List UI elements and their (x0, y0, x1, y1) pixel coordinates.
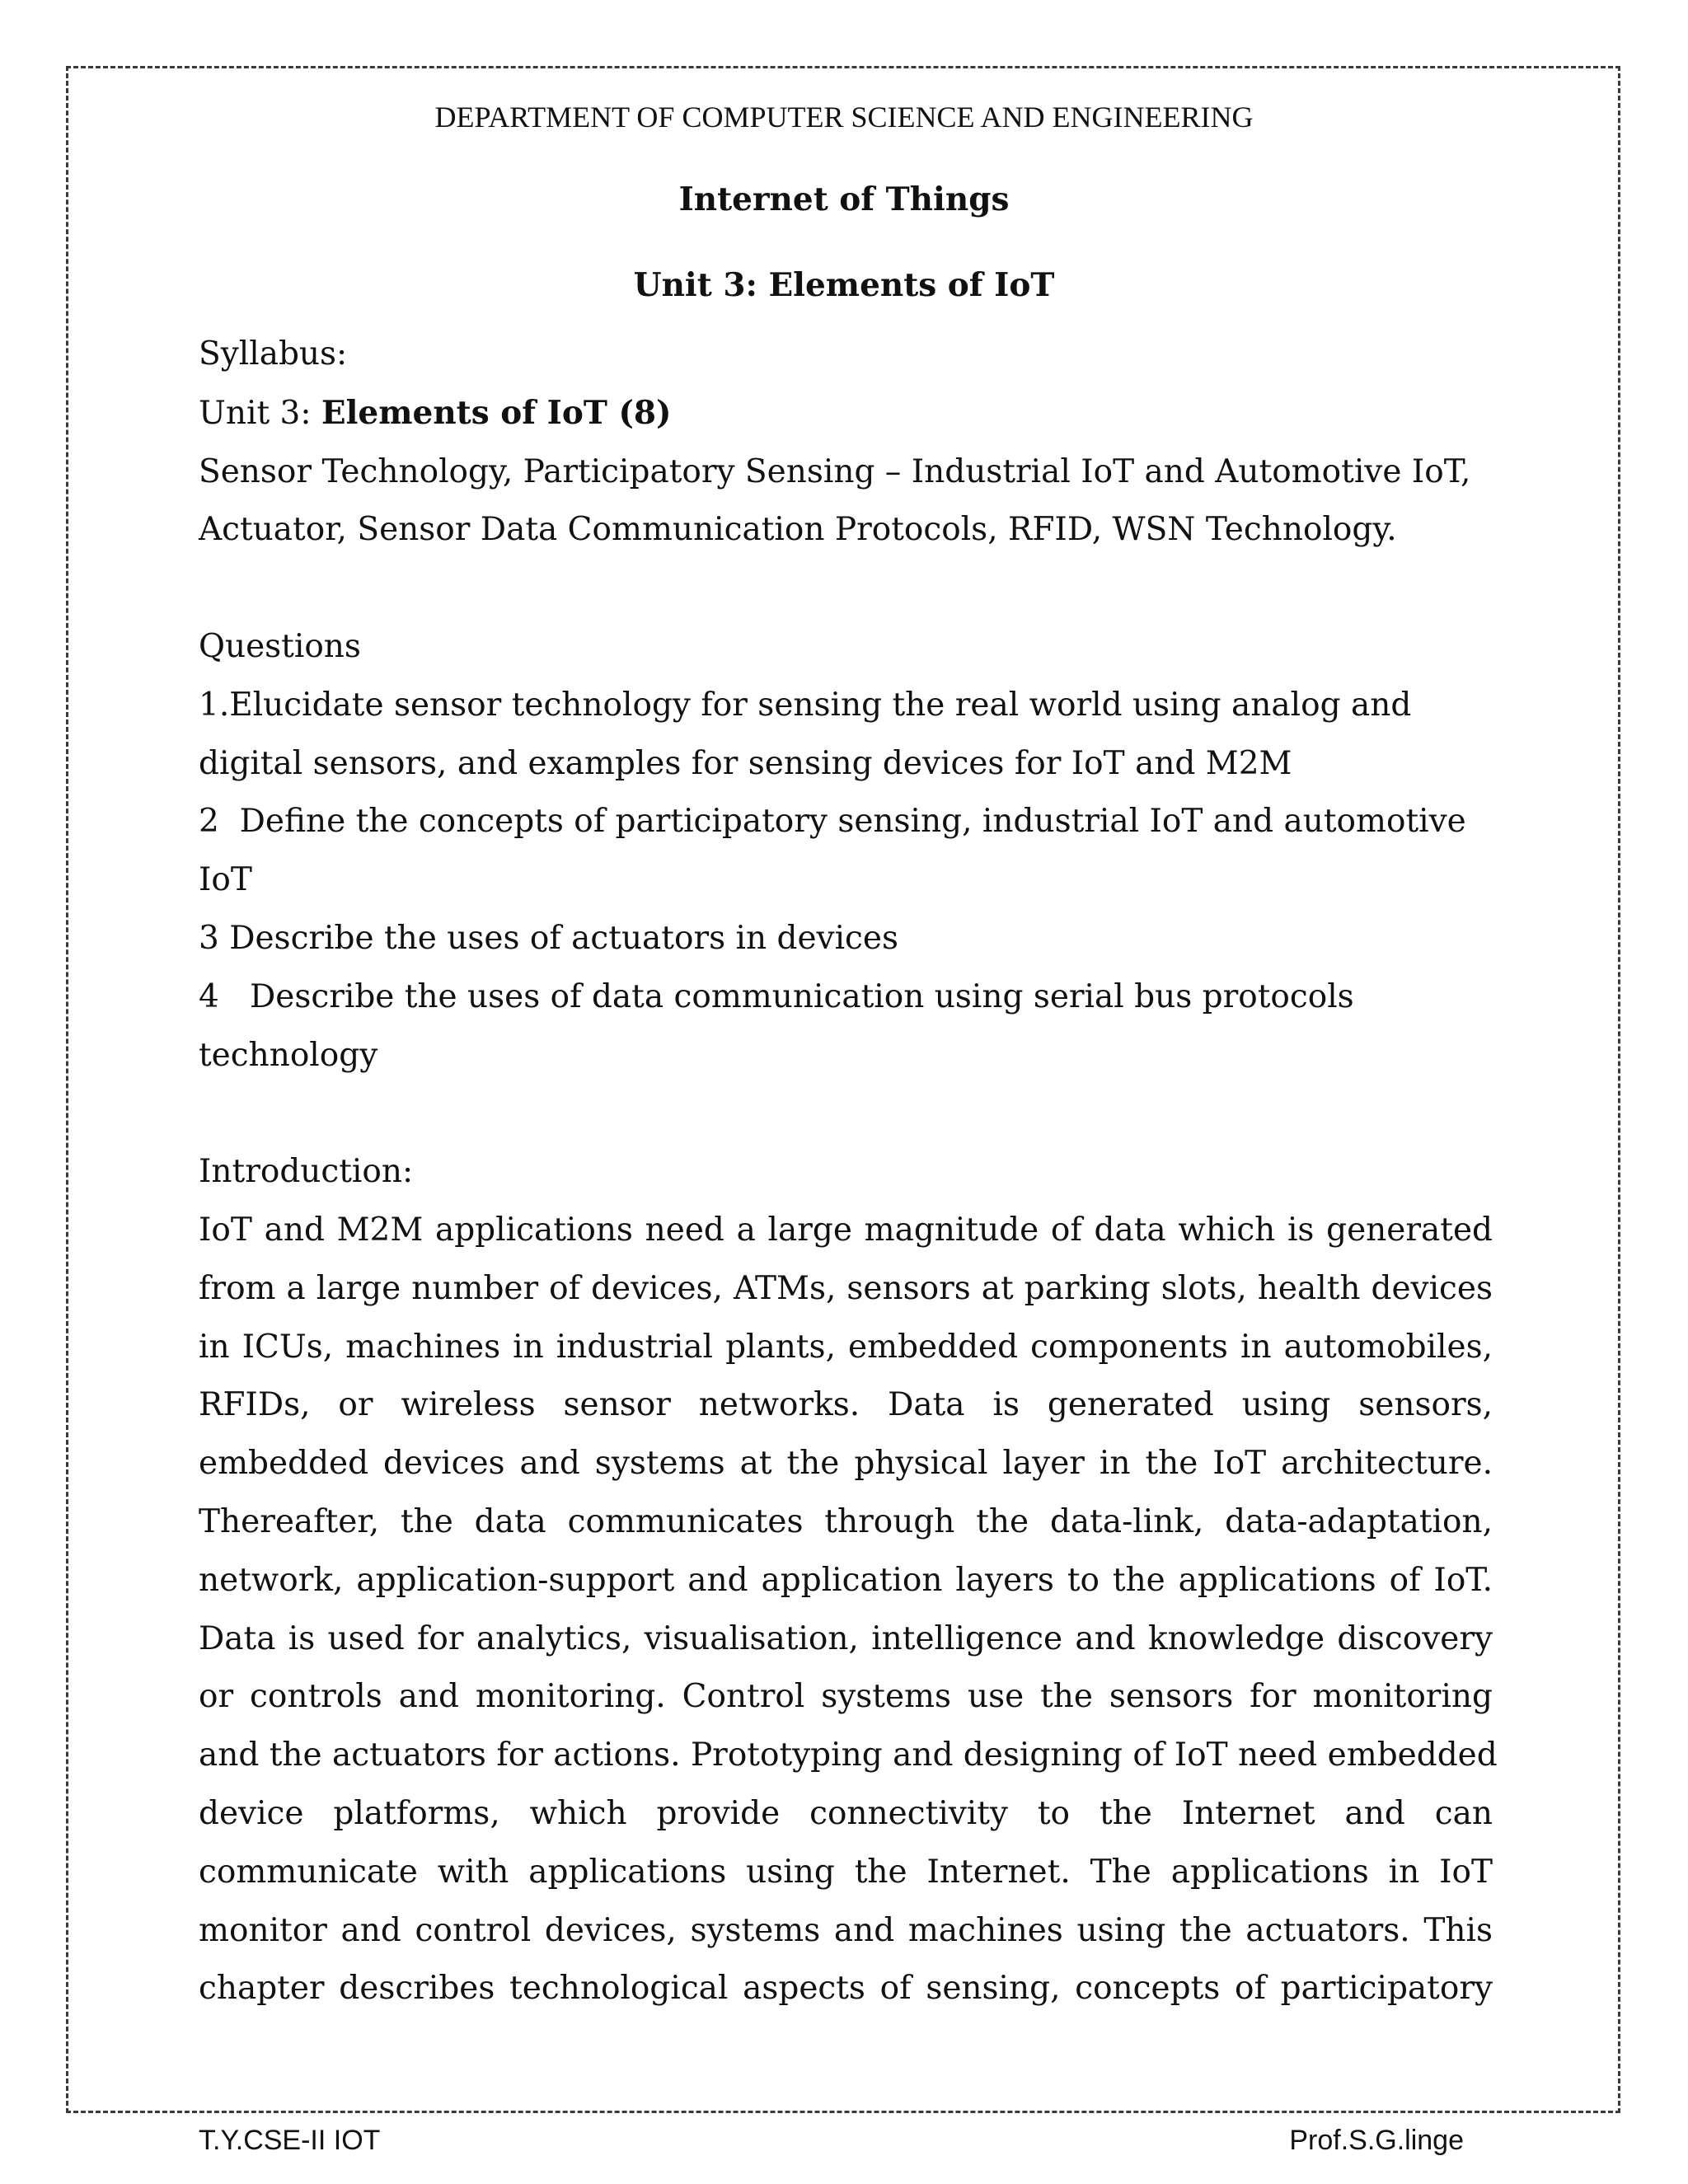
introduction-line: communicate with applications using the Internet. The applications in IoT (199, 1853, 1493, 1891)
introduction-line: Data is used for analytics, visualisation, intelligence and knowledge discovery (199, 1619, 1493, 1657)
unit-title: Unit 3: Elements of IoT (633, 266, 1055, 304)
questions-heading: Questions (199, 627, 361, 665)
document-body (199, 326, 1498, 2018)
introduction-line: monitor and control devices, systems and machines using the actuators. This (199, 1911, 1493, 1949)
introduction-line: RFIDs, or wireless sensor networks. Data is generated using sensors, (199, 1386, 1493, 1424)
syllabus-topics-line: Sensor Technology, Participatory Sensing – Industrial IoT and Automotive IoT, (199, 452, 1471, 490)
question-line: 3 Describe the uses of actuators in devices (199, 919, 898, 957)
introduction-line: or controls and monitoring. Control systems use the sensors for monitoring (199, 1678, 1493, 1716)
question-line: digital sensors, and examples for sensing devices for IoT and M2M (199, 744, 1292, 782)
introduction-heading: Introduction: (199, 1153, 414, 1191)
spacer (199, 1085, 1493, 1143)
question-line: 2 Define the concepts of participatory sensing, industrial IoT and automotive (199, 803, 1466, 841)
footer-course: T.Y.CSE-II IOT (199, 2125, 381, 2156)
question-line: IoT (199, 861, 252, 899)
question-line: 4 Describe the uses of data communication using serial bus protocols (199, 977, 1354, 1015)
introduction-line: device platforms, which provide connectivity to the Internet and can (199, 1794, 1493, 1832)
spacer (199, 560, 1493, 618)
syllabus-unit (199, 384, 1493, 443)
introduction-line: network, application-support and application layers to the applications of IoT. (199, 1561, 1493, 1599)
syllabus-unit-name: Elements of IoT (8) (321, 393, 672, 432)
question-line: 1.Elucidate sensor technology for sensing the real world using analog and (199, 686, 1412, 724)
introduction-line: in ICUs, machines in industrial plants, embedded components in automobiles, (199, 1328, 1493, 1366)
syllabus-heading: Syllabus: (199, 335, 348, 373)
course-title: Internet of Things (678, 180, 1010, 218)
department-header: DEPARTMENT OF COMPUTER SCIENCE AND ENGINEERING (434, 101, 1254, 134)
syllabus-topics-line: Actuator, Sensor Data Communication Protocols, RFID, WSN Technology. (199, 511, 1397, 549)
introduction-line: from a large number of devices, ATMs, sensors at parking slots, health devices (199, 1269, 1493, 1307)
syllabus-unit-prefix: Unit 3: (199, 394, 321, 432)
introduction-line: IoT and M2M applications need a large magnitude of data which is generated (199, 1211, 1493, 1249)
introduction-line: Thereafter, the data communicates through the data-link, data-adaptation, (199, 1502, 1493, 1540)
introduction-line: chapter describes technological aspects of sensing, concepts of participatory (199, 1970, 1493, 2008)
footer-author: Prof.S.G.linge (1289, 2125, 1464, 2156)
introduction-line: embedded devices and systems at the physical layer in the IoT architecture. (199, 1445, 1493, 1483)
introduction-line: and the actuators for actions. Prototyping and designing of IoT need embedded (199, 1736, 1498, 1774)
question-line: technology (199, 1036, 378, 1074)
